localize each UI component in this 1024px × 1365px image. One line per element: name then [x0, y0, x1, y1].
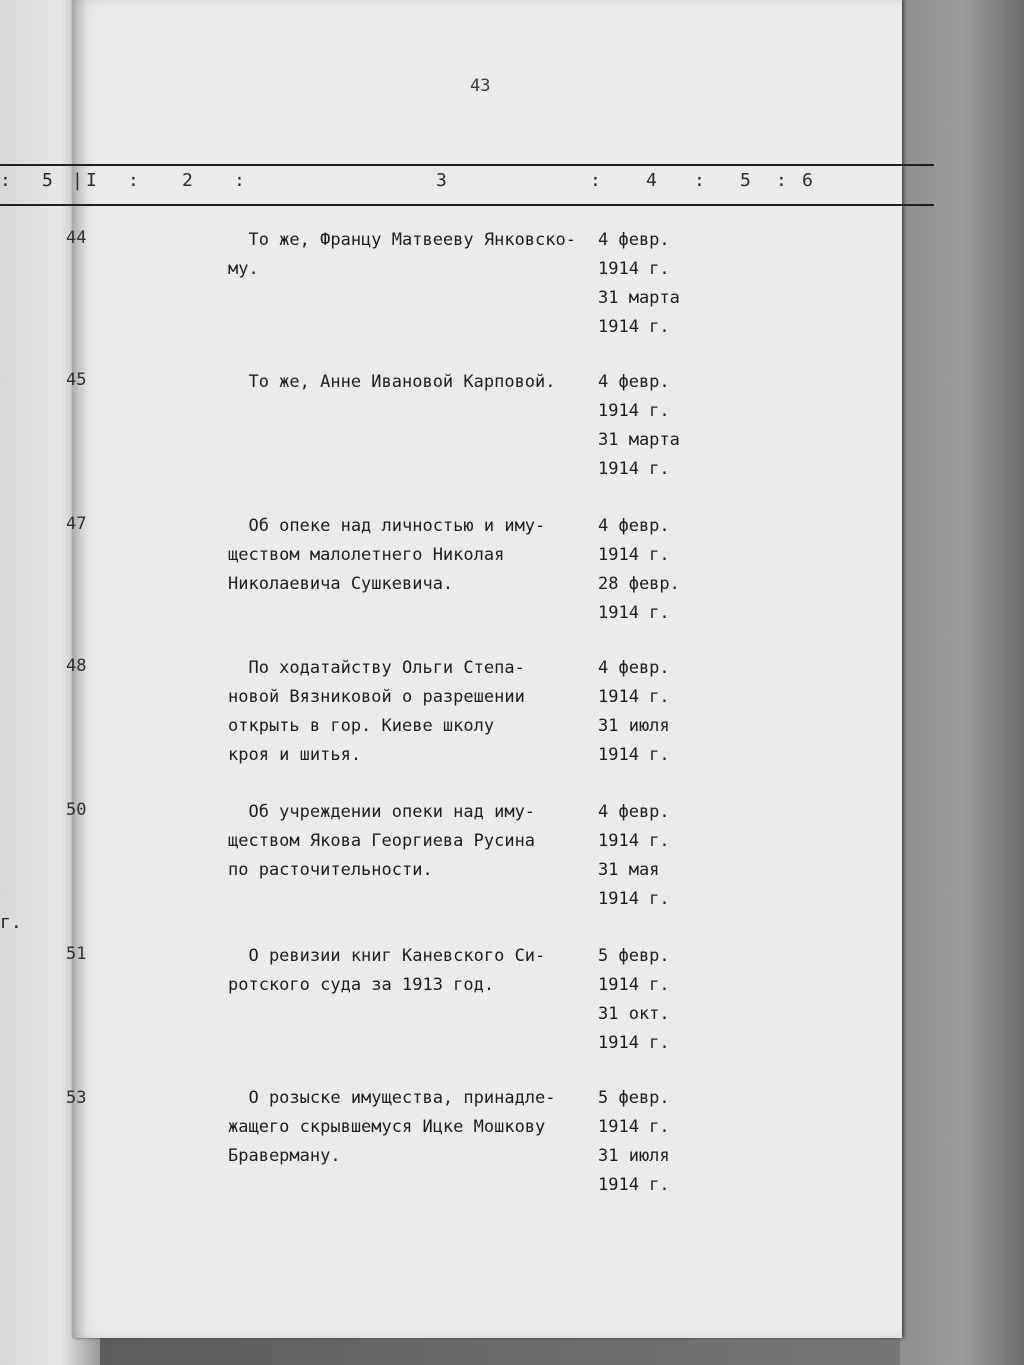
header-col5-left: 5	[42, 170, 53, 191]
header-col2: 2	[182, 170, 193, 191]
facing-page-letter: г.	[0, 912, 22, 933]
header-col4: 4	[646, 170, 657, 191]
entry-dates: 4 февр. 1914 г. 31 июля 1914 г.	[598, 658, 670, 765]
entry-dates: 4 февр. 1914 г. 31 марта 1914 г.	[598, 230, 680, 337]
entry-number: 53	[66, 1088, 87, 1108]
header-col1: I	[86, 170, 97, 191]
entry-title: О розыске имущества, принадле- жащего скрывшемуся Ицке Мошкову Браверману.	[228, 1088, 556, 1166]
entry-title: Об опеке над личностью и иму- ществом малолетнего Николая Николаевича Сушкевича.	[228, 516, 546, 594]
entry-dates: 4 февр. 1914 г. 28 февр. 1914 г.	[598, 516, 680, 623]
entry-number: 47	[66, 514, 87, 534]
entry-number: 48	[66, 656, 87, 676]
entry-number: 44	[66, 228, 87, 248]
header-col3: 3	[436, 170, 447, 191]
entry-dates: 5 февр. 1914 г. 31 окт. 1914 г.	[598, 946, 670, 1053]
header-col6: 6	[802, 170, 813, 191]
page-number: 43	[470, 76, 491, 96]
entry-dates: 4 февр. 1914 г. 31 марта 1914 г.	[598, 372, 680, 479]
entry-number: 45	[66, 370, 87, 390]
entry-title: Об учреждении опеки над иму- ществом Якова Георгиева Русина по расточительности.	[228, 802, 536, 880]
entry-dates: 4 февр. 1914 г. 31 мая 1914 г.	[598, 802, 670, 909]
entry-number: 51	[66, 944, 87, 964]
entry-title: О ревизии книг Каневского Си- ротского суда за 1913 год.	[228, 946, 546, 995]
entry-dates: 5 февр. 1914 г. 31 июля 1914 г.	[598, 1088, 670, 1195]
entry-title: То же, Францу Матвееву Янковско- му.	[228, 230, 576, 279]
entry-title: По ходатайству Ольги Степа- новой Вязниковой о разрешении открыть в гор. Киеве школу кроя и шитья.	[228, 658, 525, 765]
entry-title: То же, Анне Ивановой Карповой.	[228, 372, 556, 392]
header-col5: 5	[740, 170, 751, 191]
column-header-row: : 5 | I : 2 : 3 : 4 : 5 : 6	[0, 170, 813, 191]
header-bottom-rule	[0, 204, 934, 206]
header-top-rule	[0, 164, 934, 166]
entry-number: 50	[66, 800, 87, 820]
